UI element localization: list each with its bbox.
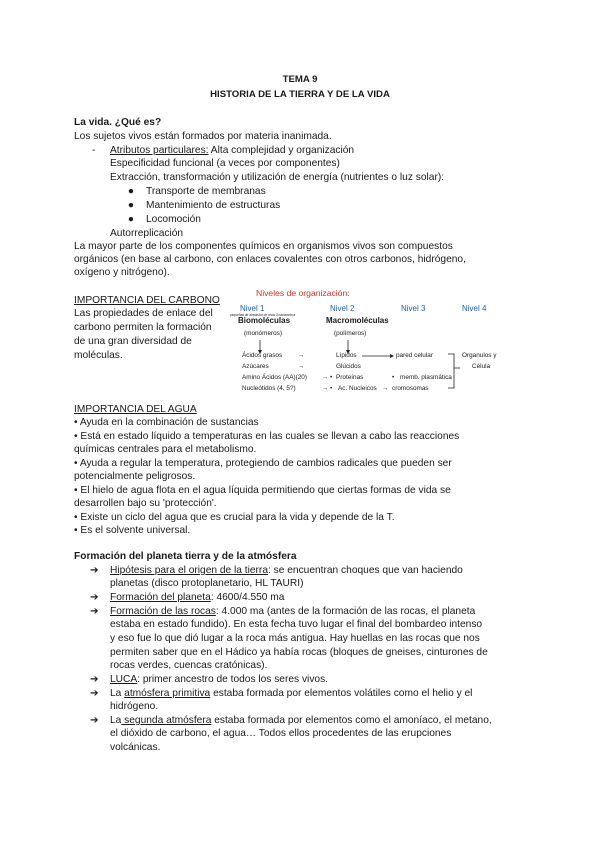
formacion-item [110, 564, 463, 577]
dot-icon: • [330, 374, 333, 381]
agua-bullet: • Está en estado líquido a temperaturas en las cuales se llevan a cabo las reacciones [74, 431, 460, 442]
formacion-item-cont: y eso fue lo que dió lugar a la roca más antigua. Hay huellas en las rocas que nos [110, 633, 480, 644]
arrow-icon: → [298, 363, 305, 370]
item-text: : se encuentran choques que van haciendo [268, 565, 463, 576]
formacion-item [110, 605, 475, 618]
arrow-icon: → [322, 385, 329, 392]
formacion-item-cont: estaba en estado fundido). En esta fecha tuvo lugar el final del bombardeo intenso [110, 619, 483, 630]
bullet-item: Locomoción [146, 214, 201, 225]
bullet-icon: ● [127, 214, 135, 225]
carbono-line: carbono permiten la formación [74, 322, 212, 333]
level-label: Nivel 4 [462, 304, 487, 313]
formacion-item [110, 687, 472, 700]
monomeros-label: (monómeros) [244, 330, 282, 337]
arrow-bullet-icon: ➔ [90, 715, 99, 726]
formacion-item [110, 714, 492, 727]
item-text: estaba formada por elementos como el amoníaco, el metano, [211, 715, 492, 726]
level-label: Nivel 3 [401, 304, 426, 313]
carbono-line: Las propiedades de enlace del [74, 308, 213, 319]
formacion-item-cont: el dióxido de carbono, el agua… Todos ellos procedentes de las erupciones [110, 728, 452, 739]
extraccion: Extracción, transformación y utilización de energía (nutrientes o luz solar): [110, 172, 445, 183]
attr-rest: Alta complejidad y organización [208, 145, 355, 156]
polimeros-label: (polímeros) [334, 330, 367, 337]
monomer-item: Nucleótidos (4, 5?) [242, 385, 296, 392]
dot-icon: • [392, 374, 395, 381]
section-heading-vida: La vida. ¿Qué es? [74, 117, 162, 128]
formacion-item-cont: volcánicas. [110, 742, 161, 753]
dot-icon: • [330, 385, 333, 392]
monomer-item: Azúcares [242, 363, 269, 370]
item-text: La [110, 688, 125, 699]
section-heading-carbono: IMPORTANCIA DEL CARBONO [74, 295, 220, 306]
carbono-line: moléculas. [74, 350, 123, 361]
diagram-subnote: pequeñas de alrededor de unos 3 nanómetros [230, 313, 296, 317]
arrow-bullet-icon: ➔ [90, 592, 99, 603]
page-subtitle: HISTORIA DE LA TIERRA Y DE LA VIDA [210, 89, 390, 100]
agua-bullet-cont: desarrollen bajo su 'protección'. [74, 498, 217, 509]
item-text: : 4600/4.550 ma [210, 592, 285, 603]
bullet-icon: ● [127, 186, 135, 197]
arrow-icon: → [322, 374, 329, 381]
polymer-item: Proteínas [336, 374, 364, 381]
formacion-item-cont: rocas verdes, cuencas cratónicas). [110, 660, 268, 671]
section-heading-formacion: Formación del planeta tierra y de la atmósfera [74, 551, 297, 562]
formacion-item-cont: planetas (disco protoplanetario, HL TAURI) [110, 578, 304, 589]
level4-item: Organulos y [462, 352, 497, 359]
monomer-item: Ácidos grasos [242, 352, 283, 359]
polymer-item: Glúcidos [336, 363, 361, 370]
page-title: TEMA 9 [282, 74, 318, 85]
arrow-icon: → [382, 385, 389, 392]
agua-bullet: • Es el solvente universal. [74, 525, 191, 536]
agua-bullet: • Ayuda a regular la temperatura, protegiendo de cambios radicales que pueden ser [74, 458, 452, 469]
bullet-item: Transporte de membranas [146, 186, 266, 197]
arrow-bullet-icon: ➔ [90, 688, 99, 699]
diagram-title: Niveles de organización: [256, 288, 350, 298]
paragraph-line: La mayor parte de los componentes químicos en organismos vivos son compuestos [74, 241, 453, 252]
formacion-item [110, 673, 328, 686]
item-label: LUCA [110, 674, 138, 685]
agua-bullet-cont: químicas centrales para el metabolismo. [74, 444, 257, 455]
item-text: estaba formada por elementos volátiles como el helio y el [210, 688, 473, 699]
paragraph-line: orgánicos (en base al carbono, con enlaces covalentes con otros carbonos, hidrógeno, [74, 254, 466, 265]
level3-item: pared celular [396, 352, 433, 359]
autorreplicacion: Autorreplicación [110, 228, 184, 239]
level3-item: memb. plasmática [400, 374, 452, 381]
formacion-item [110, 591, 284, 604]
section-heading-agua: IMPORTANCIA DEL AGUA [74, 404, 197, 415]
arrow-bullet-icon: ➔ [90, 606, 99, 617]
arrow-icon: → [298, 352, 305, 359]
item-text: La [110, 715, 122, 726]
item-label: Formación de las rocas [110, 606, 216, 617]
bullet-icon: ● [127, 200, 135, 211]
vida-intro: Los sujetos vivos están formados por materia inanimada. [74, 131, 332, 142]
agua-bullet: • Ayuda en la combinación de sustancias [74, 417, 259, 428]
item-label: Formación del planeta [110, 592, 211, 603]
monomer-item: Amino Ácidos (AA)(20) [242, 374, 307, 381]
item-label: segunda atmósfera [121, 715, 212, 726]
formacion-item-cont: permiten saber que en el Hádico ya había rocas (bloques de gneises, cinturones de [110, 647, 488, 658]
item-text: : primer ancestro de todos los seres vivos. [137, 674, 328, 685]
item-label: atmósfera primitiva [124, 688, 211, 699]
arrow-bullet-icon: ➔ [90, 565, 99, 576]
agua-bullet: • El hielo de agua flota en el agua líquida permitiendo que ciertas formas de vida se [74, 485, 451, 496]
level3-item: cromosomas [392, 385, 429, 392]
macromoleculas-label: Macromoléculas [326, 316, 389, 325]
biomoleculas-label: Biomoléculas [238, 316, 291, 325]
especificidad: Especificidad funcional (a veces por componentes) [110, 158, 340, 169]
agua-bullet-cont: potencialmente peligrosos. [74, 471, 196, 482]
bullet-item: Mantenimiento de estructuras [146, 200, 281, 211]
item-label: Hipótesis para el origen de la tierra [110, 565, 268, 576]
organization-levels-diagram [230, 288, 520, 403]
dash-marker: - [92, 145, 96, 156]
arrow-bullet-icon: ➔ [90, 674, 99, 685]
polymer-item: Ac. Nucleicos [338, 385, 377, 392]
attr-label: Atributos particulares: [110, 145, 209, 156]
carbono-line: de una gran diversidad de [74, 336, 192, 347]
level-label: Nivel 1 [240, 304, 265, 313]
item-text: : 4.000 ma (antes de la formación de las rocas, el planeta [215, 606, 476, 617]
formacion-item-cont: hidrógeno. [110, 701, 159, 712]
agua-bullet: • Existe un ciclo del agua que es crucial para la vida y depende de la T. [74, 512, 395, 523]
level4-item: Célula [472, 363, 491, 370]
paragraph-line: oxígeno y nitrógeno). [74, 267, 170, 278]
level-label: Nivel 2 [330, 304, 355, 313]
polymer-item: Lípidos [336, 352, 357, 359]
attr-line [110, 144, 354, 157]
